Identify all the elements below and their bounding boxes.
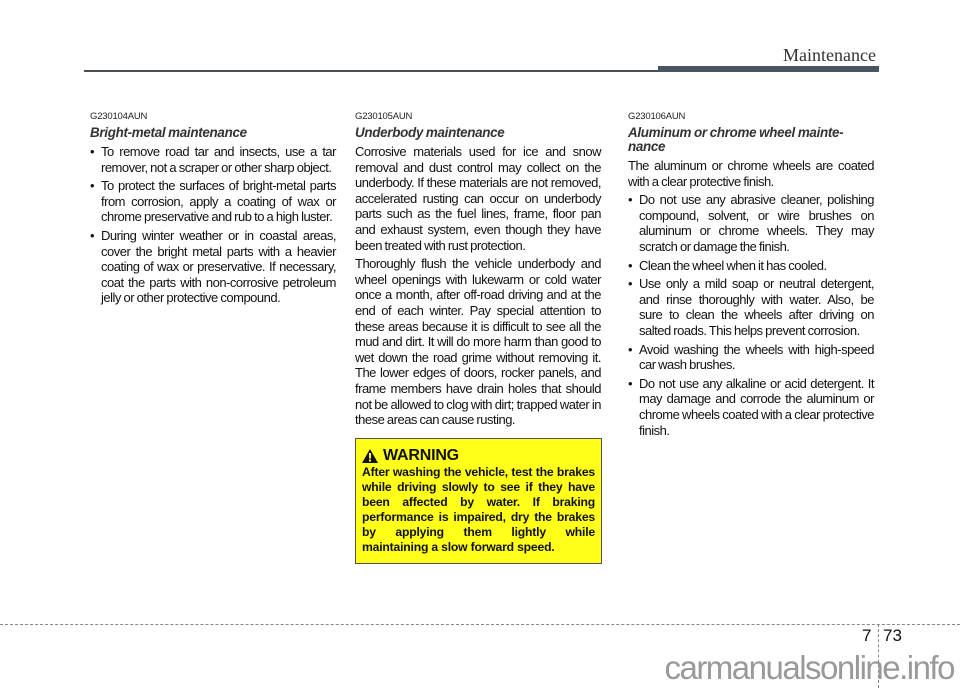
list-item: • To remove road tar and insects, use a tar remover, not a scraper or other sharp object. <box>90 144 336 175</box>
warning-text: After washing the vehicle, test the brakes while driving slowly to see if they have been affected by water. If braking performance is impaired, dry the brakes by applying them lightly while maintaining a slow forward speed. <box>362 464 595 554</box>
paragraph: Corrosive materials used for ice and snow removal and dust control may collect on the underbody. If these materials are not removed, accelerated rusting can occur on underbody parts such as the fuel lines, frame, floor pan and exhaust system, even though they have been treated with rust protection. <box>355 144 601 253</box>
section-heading: Underbody maintenance <box>355 125 505 140</box>
column-bright-metal <box>90 111 336 309</box>
list-item: • Clean the wheel when it has cooled. <box>628 258 874 274</box>
list-item: • Do not use any alkaline or acid detergent. It may damage and corrode the aluminum or chrome wheels coated with a clear protective finish. <box>628 376 874 438</box>
column-wheel <box>628 111 874 441</box>
warning-heading: WARNING <box>383 446 459 464</box>
section-code: G230105AUN <box>355 111 413 122</box>
section-code: G230106AUN <box>628 111 686 122</box>
bullet-list <box>90 144 336 306</box>
page-number: 73 <box>883 626 902 645</box>
paragraph: The aluminum or chrome wheels are coated with a clear protective finish. <box>628 158 874 189</box>
section-heading: Bright-metal maintenance <box>90 125 247 140</box>
list-item: • Avoid washing the wheels with high-speed car wash brushes. <box>628 342 874 373</box>
warning-triangle-icon <box>362 449 378 463</box>
column-underbody <box>355 111 601 564</box>
section-code: G230104AUN <box>90 111 148 122</box>
list-item: • During winter weather or in coastal areas, cover the bright metal parts with a heavier coating of wax or preservative. If necessary, coat the parts with non-corrosive petroleum jelly or other protective compound. <box>90 228 336 306</box>
warning-box <box>355 438 602 564</box>
header-bar <box>658 66 879 72</box>
list-item: • Use only a mild soap or neutral detergent, and rinse thoroughly with water. Also, be sure to clean the wheels after driving on salted roads. This helps prevent corrosion. <box>628 276 874 338</box>
list-item: • Do not use any abrasive cleaner, polishing compound, solvent, or wire brushes on aluminum or chrome wheels. They may scratch or damage the finish. <box>628 192 874 254</box>
footer-rule <box>0 624 960 625</box>
section-heading: Aluminum or chrome wheel mainte-nance <box>628 125 844 154</box>
list-item: • To protect the surfaces of bright-metal parts from corrosion, apply a coating of wax or chrome preservative and rub to a high luster. <box>90 178 336 225</box>
watermark: carmanualsonline.info <box>664 649 954 686</box>
paragraph: Thoroughly flush the vehicle underbody and wheel openings with lukewarm or cold water once a month, after off-road driving and at the end of each winter. Pay special attention to these areas because it is difficult to see all the mud and dirt. It will do more harm than good to wet down the road grime without removing it. The lower edges of doors, rocker panels, and frame members have drain holes that should not be allowed to clog with dirt; trapped water in these areas can cause rusting. <box>355 256 601 428</box>
bullet-list <box>628 192 874 438</box>
section-title: Maintenance <box>783 45 876 65</box>
chapter-number: 7 <box>862 626 872 645</box>
